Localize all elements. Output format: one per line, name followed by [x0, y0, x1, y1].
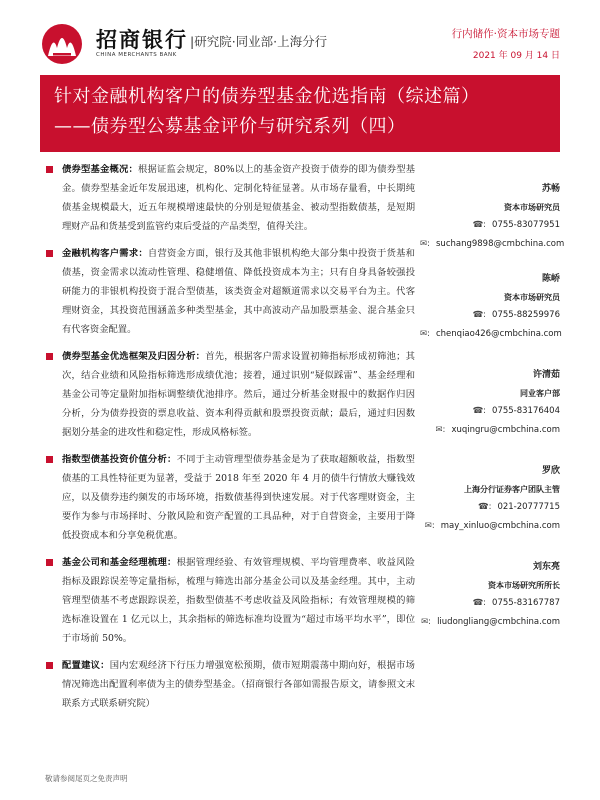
- brand-name-en: CHINA MERCHANTS BANK: [96, 52, 177, 58]
- bullet-square-icon: [46, 662, 53, 669]
- section-heading: 债券型基金概况：: [62, 164, 138, 175]
- analyst-card: [420, 368, 560, 440]
- analyst-phone: 0755-83167787: [492, 598, 560, 608]
- summary-section: [40, 553, 415, 648]
- section-heading: 基金公司和基金经理梳理：: [62, 557, 177, 568]
- section-text: 根据管理经验、有效管理规模、平均管理费率、收益风险指标及跟踪误差等定量指标，梳理与筛选出部分基金公司以及基金经理。其中，主动管理型债基不考虑跟踪误差，指数型债基不考虑收益及风险指标；有效管理规模的筛选标准设置在 1 亿元以上，其余指标的筛选标准均设置为“超过市场平均水平”，即位于市场前 50%。: [62, 557, 415, 644]
- section-text: 根据证监会规定，80%以上的基金资产投资于债券的即为债券型基金。债券型基金近年发展迅速，机构化、定制化特征显著。从市场存量看，中长期纯债基金规模最大，近五年规模增速最快的分别是短债基金、被动型指数债基，是短期理财产品和货基受到监管约束后受益的产品类型，值得关注。: [62, 164, 415, 232]
- report-subtitle: ——债券型公募基金评价与研究系列（四）: [54, 116, 406, 137]
- analyst-role: 资本市场研究员: [504, 202, 560, 212]
- section-heading: 指数型债基投资价值分析：: [62, 454, 177, 465]
- analyst-role: 上海分行证券客户团队主管: [464, 484, 560, 494]
- analyst-name: 苏畅: [541, 184, 560, 194]
- analyst-phone: 0755-83077951: [492, 220, 560, 230]
- report-date: 2021 年 09 月 14 日: [472, 51, 560, 61]
- analyst-name: 罗欣: [541, 466, 560, 476]
- bullet-square-icon: [46, 559, 53, 566]
- analyst-phone: 0755-88259976: [492, 310, 560, 320]
- analyst-card: [420, 182, 565, 254]
- analyst-name: 刘东亮: [532, 562, 560, 572]
- analyst-name: 许清茹: [532, 370, 560, 380]
- cmb-logo-icon: [40, 22, 90, 66]
- division-label: |研究院·同业部·上海分行: [190, 34, 328, 49]
- analyst-email[interactable]: xuqingru@cmbchina.com: [451, 425, 560, 435]
- report-type: 行内储作·资本市场专题: [451, 28, 560, 40]
- analyst-card: [420, 272, 560, 344]
- title-band: [40, 75, 560, 152]
- brand-name: 招商银行: [96, 28, 188, 52]
- section-text: 首先，根据客户需求设置初筛指标形成初筛池；其次，结合业绩和风险指标筛选形成绩优池；接着，通过识别“疑似踩雷”、基金经理和基金公司等定量附加指标调整绩优池排序。然后，通过分析基金财报中的数据作归因分析，分为债券投资的票息收益、资本利得贡献和股票投资贡献；最后，通过归因数据划分基金的进攻性和稳定性，形成风格标签。: [62, 351, 415, 438]
- analyst-name: 陈峤: [541, 274, 560, 284]
- section-text: 国内宏观经济下行压力增强宽松预期，债市短期震荡中期向好，根据市场情况筛选出配置利率债为主的债券型基金。（招商银行各部如需报告原文，请参照文末联系方式联系研究院）: [62, 660, 415, 709]
- analyst-email[interactable]: may_xinluo@cmbchina.com: [440, 521, 560, 531]
- section-heading: 配置建议：: [62, 660, 110, 671]
- analyst-email[interactable]: liudongliang@cmbchina.com: [437, 617, 560, 627]
- analyst-email[interactable]: chenqiao426@cmbchina.com: [436, 329, 562, 339]
- section-text: 自营资金方面，银行及其他非银机构绝大部分集中投资于货基和债基，资金需求以流动性管理、稳健增值、降低投资成本为主；只有自身具备较强投研能力的非银机构投资于混合型债基，该类资金对超额道需求以交易平台为主。代客理财资金，其投资范围涵盖多种类型基金，其中高波动产品加股票基金、混合基金只有代客资金配置。: [62, 248, 415, 335]
- summary-section: [40, 160, 415, 236]
- email-icon: ✉:: [424, 521, 435, 531]
- analyst-role: 同业客户部: [520, 388, 560, 398]
- analyst-phone: 0755-83176404: [492, 406, 560, 416]
- section-heading: 债券型基金优选框架及归因分析：: [62, 351, 206, 362]
- bullet-square-icon: [46, 456, 53, 463]
- report-header: [40, 22, 560, 72]
- bullet-square-icon: [46, 250, 53, 257]
- email-icon: ✉:: [421, 617, 432, 627]
- email-icon: ✉:: [420, 329, 430, 339]
- section-heading: 金融机构客户需求：: [62, 248, 148, 259]
- phone-icon: ☎:: [472, 406, 487, 416]
- phone-icon: ☎:: [477, 502, 492, 512]
- summary-section: [40, 347, 415, 442]
- analyst-card: [420, 560, 560, 632]
- summary-section: [40, 244, 415, 339]
- analyst-card: [420, 464, 560, 536]
- bullet-square-icon: [46, 166, 53, 173]
- email-icon: ✉:: [435, 425, 446, 435]
- bullet-square-icon: [46, 353, 53, 360]
- summary-section: [40, 656, 415, 713]
- phone-icon: ☎:: [472, 598, 487, 608]
- phone-icon: ☎:: [472, 220, 487, 230]
- analyst-email[interactable]: suchang9898@cmbchina.com: [436, 239, 565, 249]
- email-icon: ✉:: [420, 239, 430, 249]
- disclaimer-note: 敬请参阅尾页之免责声明: [45, 774, 128, 783]
- analyst-role: 资本市场研究员: [504, 292, 560, 302]
- analyst-phone: 021-20777715: [497, 502, 560, 512]
- report-title: 针对金融机构客户的债券型基金优选指南（综述篇）: [54, 86, 480, 107]
- summary-column: [40, 160, 415, 721]
- phone-icon: ☎:: [472, 310, 487, 320]
- summary-section: [40, 450, 415, 545]
- section-text: 不同于主动管理型债券基金是为了获取超额收益，指数型债基的工具性特征更为显著，受益于 2018 年至 2020 年 4 月的债牛行情放大赚钱效应，以及债券违约频发的市场环境，指数债基得到快速发展。对于代客理财资金，主要作为参与市场择时、分散风险和资产配置的工具品种，对于自营资金，主要用于降低投资成本和分享免税优惠。: [62, 454, 415, 541]
- analyst-role: 资本市场研究所所长: [488, 580, 560, 590]
